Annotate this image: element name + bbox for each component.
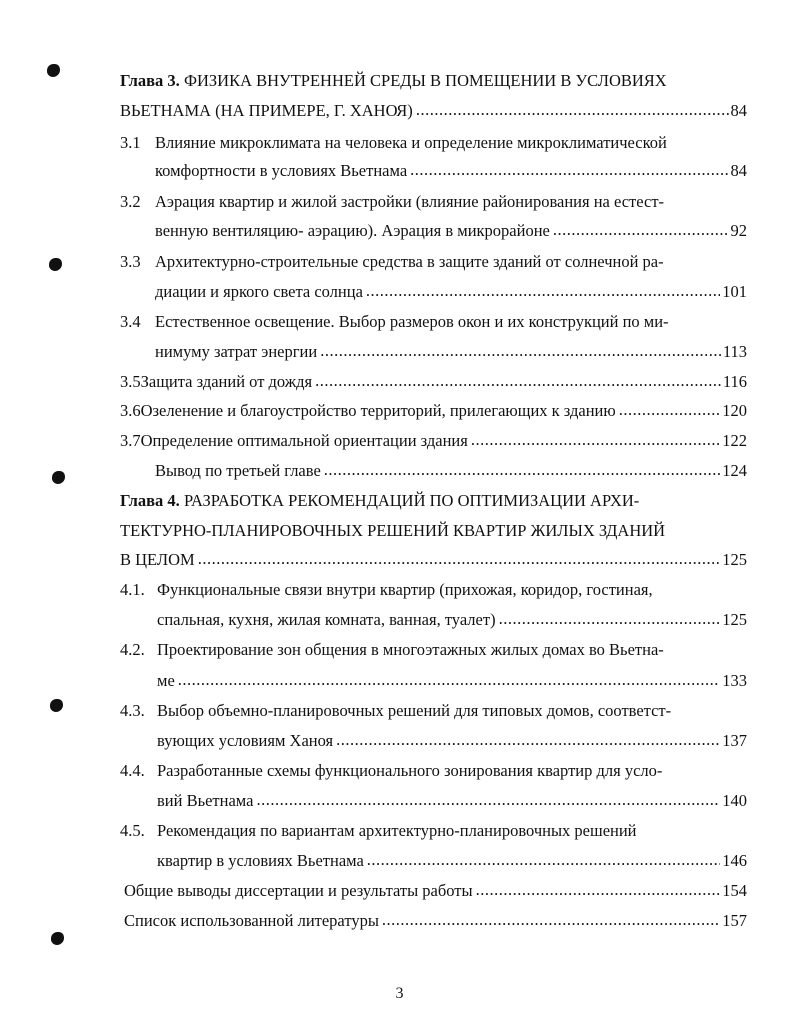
- toc-entry-4-3-line-1: [120, 700, 671, 722]
- toc-entry-4-2-line-1: [120, 639, 664, 661]
- dot-leader: [410, 159, 728, 181]
- toc-entry-3-1-line-2[interactable]: [155, 160, 747, 182]
- entry-number: 3.1: [120, 133, 141, 152]
- toc-entry-4-1-line-1: [120, 579, 653, 601]
- toc-entry-3-2-line-2[interactable]: [155, 220, 747, 242]
- entry-title-continued: квартир в условиях Вьетнама: [157, 851, 364, 870]
- toc-chapter-3-line-2[interactable]: [120, 100, 747, 122]
- entry-title-continued: спальная, кухня, жилая комната, ванная, туалет): [157, 610, 496, 629]
- entry-number: 3.2: [120, 192, 141, 211]
- chapter-3-title-part-2: ВЬЕТНАМА (НА ПРИМЕРЕ, Г. ХАНОЯ): [120, 101, 413, 120]
- entry-page: 125: [722, 610, 747, 629]
- entry-page: 84: [730, 161, 747, 180]
- dot-leader: [320, 340, 721, 362]
- dot-leader: [499, 608, 721, 630]
- page-number: 3: [395, 985, 404, 1002]
- entry-number: 4.5.: [120, 821, 145, 840]
- toc-entry-3-2-line-1: [120, 191, 664, 213]
- entry-number: 3.3: [120, 252, 141, 271]
- toc-chapter-4-line-1: [120, 490, 639, 512]
- entry-page: 140: [722, 791, 747, 810]
- toc-entry-3-5[interactable]: [120, 371, 747, 393]
- entry-number: 3.4: [120, 312, 141, 331]
- chapter-4-title-part-2: ТЕКТУРНО-ПЛАНИРОВОЧНЫХ РЕШЕНИЙ КВАРТИР ЖИЛЫХ ЗДАНИЙ: [120, 521, 666, 540]
- entry-page: 146: [722, 851, 747, 870]
- entry-page: 122: [722, 431, 747, 450]
- entry-title: Функциональные связи внутри квартир (прихожая, коридор, гостиная,: [157, 580, 653, 599]
- entry-title: Список использованной литературы: [124, 911, 379, 930]
- toc-entry-4-2-line-2[interactable]: [157, 670, 747, 692]
- dot-leader: [366, 280, 720, 302]
- entry-title-continued: вующих условиям Ханоя: [157, 731, 334, 750]
- toc-entry-general-conclusions[interactable]: [124, 880, 747, 902]
- entry-title-continued: нимуму затрат энергии: [155, 342, 318, 361]
- toc-chapter-4-line-2: [120, 520, 665, 542]
- entry-title: Общие выводы диссертации и результаты работы: [124, 881, 473, 900]
- punch-hole-mark: [47, 64, 60, 77]
- entry-number: 4.3.: [120, 701, 145, 720]
- toc-entry-chapter-3-conclusion[interactable]: [155, 460, 747, 482]
- entry-number: 3.6: [120, 401, 141, 420]
- chapter-4-page: 125: [722, 550, 747, 569]
- toc-chapter-3-line-1: [120, 70, 667, 92]
- entry-number: 3.7: [120, 431, 141, 450]
- toc-entry-4-5-line-1: [120, 820, 637, 842]
- chapter-3-title-part-1: ФИЗИКА ВНУТРЕННЕЙ СРЕДЫ В ПОМЕЩЕНИИ В УСЛОВИЯХ: [179, 71, 667, 90]
- entry-title: Выбор объемно-планировочных решений для типовых домов, соответст-: [157, 701, 672, 720]
- toc-entry-4-1-line-2[interactable]: [157, 609, 747, 631]
- punch-hole-mark: [52, 471, 65, 484]
- chapter-4-prefix: Глава 4.: [120, 491, 180, 510]
- entry-page: 137: [722, 731, 747, 750]
- dot-leader: [382, 909, 720, 931]
- chapter-3-prefix: Глава 3.: [120, 71, 180, 90]
- chapter-4-title-part-3: В ЦЕЛОМ: [120, 550, 195, 569]
- dot-leader: [619, 399, 721, 421]
- dot-leader: [476, 879, 721, 901]
- toc-entry-3-3-line-1: [120, 251, 664, 273]
- toc-entry-4-5-line-2[interactable]: [157, 850, 747, 872]
- entry-title: Естественное освещение. Выбор размеров окон и их конструкций по ми-: [155, 312, 669, 331]
- toc-entry-3-1-line-1: [120, 132, 667, 154]
- punch-hole-mark: [51, 932, 64, 945]
- toc-chapter-4-line-3[interactable]: [120, 549, 747, 571]
- entry-title-continued: ме: [157, 671, 175, 690]
- chapter-4-title-part-1: РАЗРАБОТКА РЕКОМЕНДАЦИЙ ПО ОПТИМИЗАЦИИ АРХИ-: [179, 491, 640, 510]
- entry-page: 124: [722, 461, 747, 480]
- entry-title: Вывод по третьей главе: [155, 461, 321, 480]
- toc-entry-3-6[interactable]: [120, 400, 747, 422]
- entry-page: 133: [722, 671, 747, 690]
- toc-entry-4-3-line-2[interactable]: [157, 730, 747, 752]
- dot-leader: [416, 99, 729, 121]
- entry-page: 92: [730, 221, 747, 240]
- entry-title-continued: венную вентиляцию- аэрацию). Аэрация в микрорайоне: [155, 221, 550, 240]
- entry-title: Разработанные схемы функционального зонирования квартир для усло-: [157, 761, 663, 780]
- entry-number: 4.2.: [120, 640, 145, 659]
- entry-page: 157: [722, 911, 747, 930]
- entry-number: 4.1.: [120, 580, 145, 599]
- entry-title: Рекомендация по вариантам архитектурно-планировочных решений: [157, 821, 637, 840]
- punch-hole-mark: [49, 258, 62, 271]
- toc-entry-references[interactable]: [124, 910, 747, 932]
- toc-entry-4-4-line-1: [120, 760, 662, 782]
- entry-page: 120: [722, 401, 747, 420]
- entry-number: 4.4.: [120, 761, 145, 780]
- entry-title: Влияние микроклимата на человека и определение микроклиматической: [155, 133, 667, 152]
- dot-leader: [178, 669, 720, 691]
- entry-title-continued: диации и яркого света солнца: [155, 282, 363, 301]
- entry-number: 3.5: [120, 372, 141, 391]
- toc-entry-3-4-line-2[interactable]: [155, 341, 747, 363]
- entry-page: 116: [722, 372, 747, 391]
- entry-page: 101: [722, 282, 747, 301]
- dot-leader: [336, 729, 720, 751]
- toc-entry-3-4-line-1: [120, 311, 669, 333]
- entry-title: Аэрация квартир и жилой застройки (влияние районирования на естест-: [155, 192, 665, 211]
- toc-entry-4-4-line-2[interactable]: [157, 790, 747, 812]
- chapter-3-page: 84: [730, 101, 747, 120]
- dot-leader: [256, 789, 720, 811]
- entry-title: Определение оптимальной ориентации здания: [140, 431, 468, 450]
- dot-leader: [471, 429, 720, 451]
- toc-entry-3-3-line-2[interactable]: [155, 281, 747, 303]
- entry-title-continued: вий Вьетнама: [157, 791, 254, 810]
- dot-leader: [324, 459, 720, 481]
- entry-page: 113: [722, 342, 747, 361]
- entry-title-continued: комфортности в условиях Вьетнама: [155, 161, 408, 180]
- dot-leader: [198, 548, 721, 570]
- dot-leader: [553, 219, 729, 241]
- toc-entry-3-7[interactable]: [120, 430, 747, 452]
- dot-leader: [367, 849, 720, 871]
- entry-title: Проектирование зон общения в многоэтажных жилых домах во Вьетна-: [157, 640, 664, 659]
- dot-leader: [315, 370, 721, 392]
- entry-title: Архитектурно-строительные средства в защите зданий от солнечной ра-: [155, 252, 664, 271]
- entry-title: Озеленение и благоустройство территорий, прилегающих к зданию: [140, 401, 616, 420]
- punch-hole-mark: [50, 699, 63, 712]
- entry-page: 154: [722, 881, 747, 900]
- entry-title: Защита зданий от дождя: [140, 372, 313, 391]
